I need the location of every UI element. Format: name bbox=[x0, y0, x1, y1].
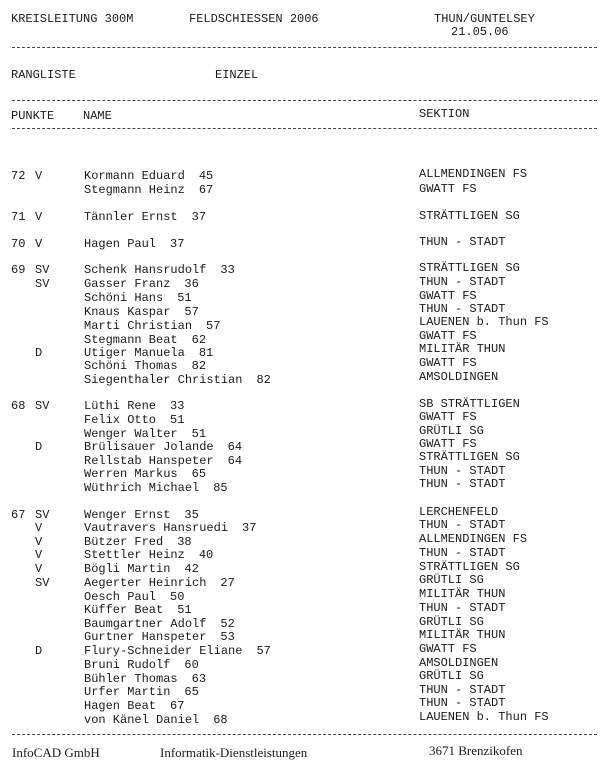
row-name: Kormann Eduard bbox=[84, 169, 185, 183]
row-section: AMSOLDINGEN bbox=[419, 370, 499, 384]
row-name: Schenk Hansrudolf bbox=[84, 263, 207, 277]
row-points: 72 bbox=[11, 169, 26, 183]
row-age: 37 bbox=[170, 237, 185, 251]
divider bbox=[12, 734, 597, 735]
row-name: Gurtner Hanspeter bbox=[84, 630, 207, 644]
row-category: V bbox=[35, 535, 43, 549]
divider bbox=[12, 100, 597, 101]
row-age: 57 bbox=[184, 305, 199, 319]
column-header-section: SEKTION bbox=[419, 107, 470, 121]
row-name: von Känel Daniel bbox=[84, 713, 200, 727]
row-section: THUN - STADT bbox=[419, 601, 506, 615]
row-age: 67 bbox=[198, 183, 214, 197]
row-category: SV bbox=[35, 508, 50, 522]
row-name: Aegerter Heinrich bbox=[84, 576, 207, 590]
row-section: THUN - STADT bbox=[419, 683, 506, 697]
row-section: LERCHENFELD bbox=[419, 505, 499, 519]
divider bbox=[12, 128, 597, 129]
row-section: THUN - STADT bbox=[419, 696, 506, 710]
row-section: THUN - STADT bbox=[419, 464, 506, 478]
row-section: THUN - STADT bbox=[419, 302, 506, 316]
row-section: GRÜTLI SG bbox=[419, 424, 484, 438]
row-section: THUN - STADT bbox=[419, 546, 506, 560]
row-age: 51 bbox=[177, 291, 192, 305]
row-category: SV bbox=[35, 263, 50, 277]
row-age: 65 bbox=[191, 467, 207, 481]
row-section: GRÜTLI SG bbox=[419, 669, 484, 683]
row-points: 70 bbox=[11, 237, 26, 251]
row-section: GWATT FS bbox=[419, 329, 477, 343]
row-age: 35 bbox=[184, 508, 199, 522]
list-category: EINZEL bbox=[215, 68, 259, 82]
row-category: SV bbox=[35, 277, 50, 291]
row-points: 71 bbox=[11, 210, 26, 224]
row-section: GWATT FS bbox=[419, 410, 477, 424]
row-name: Wüthrich Michael bbox=[84, 481, 200, 495]
row-age: 40 bbox=[198, 548, 214, 562]
row-name: Wenger Ernst bbox=[84, 508, 171, 522]
row-name: Werren Markus bbox=[84, 467, 178, 481]
row-name: Gasser Franz bbox=[84, 277, 171, 291]
row-name: Hagen Beat bbox=[84, 699, 157, 713]
row-age: 57 bbox=[256, 644, 271, 658]
row-name: Stettler Heinz bbox=[84, 548, 185, 562]
row-category: SV bbox=[35, 576, 50, 590]
row-name: Utiger Manuela bbox=[84, 346, 185, 360]
row-name: Rellstab Hanspeter bbox=[84, 454, 214, 468]
row-age: 68 bbox=[213, 713, 228, 727]
row-age: 81 bbox=[198, 346, 214, 360]
row-age: 36 bbox=[184, 277, 199, 291]
row-age: 67 bbox=[170, 699, 185, 713]
row-name: Lüthi Rene bbox=[84, 399, 157, 413]
row-section: STRÄTTLIGEN SG bbox=[419, 560, 520, 574]
row-name: Baumgartner Adolf bbox=[84, 617, 207, 631]
row-section: THUN - STADT bbox=[419, 235, 506, 249]
row-points: 67 bbox=[11, 508, 26, 522]
row-age: 33 bbox=[170, 399, 185, 413]
row-section: STRÄTTLIGEN SG bbox=[419, 450, 520, 464]
row-category: D bbox=[35, 346, 43, 360]
row-name: Oesch Paul bbox=[84, 590, 157, 604]
row-section: SB STRÄTTLIGEN bbox=[419, 397, 520, 411]
row-section: THUN - STADT bbox=[419, 477, 506, 491]
row-name: Bruni Rudolf bbox=[84, 658, 171, 672]
row-name: Schöni Hans bbox=[84, 291, 164, 305]
event-date: 21.05.06 bbox=[451, 25, 509, 39]
row-section: GWATT FS bbox=[419, 182, 477, 196]
column-header-points: PUNKTE bbox=[11, 109, 55, 123]
row-section: THUN - STADT bbox=[419, 518, 506, 532]
row-age: 62 bbox=[191, 333, 207, 347]
row-points: 68 bbox=[11, 399, 26, 413]
row-category: V bbox=[35, 237, 43, 251]
row-section: GWATT FS bbox=[419, 356, 477, 370]
row-name: Tännler Ernst bbox=[84, 210, 178, 224]
row-age: 82 bbox=[191, 359, 207, 373]
row-age: 37 bbox=[242, 521, 257, 535]
event-location: THUN/GUNTELSEY bbox=[434, 12, 535, 26]
row-name: Flury-Schneider Eliane bbox=[84, 644, 243, 658]
row-name: Vautravers Hansruedi bbox=[84, 521, 229, 535]
row-age: 33 bbox=[220, 263, 235, 277]
row-name: Stegmann Beat bbox=[84, 333, 178, 347]
row-name: Schöni Thomas bbox=[84, 359, 178, 373]
row-age: 37 bbox=[191, 210, 207, 224]
row-age: 65 bbox=[184, 685, 199, 699]
row-age: 64 bbox=[227, 440, 243, 454]
row-name: Bögli Martin bbox=[84, 562, 171, 576]
row-section: GWATT FS bbox=[419, 289, 477, 303]
footer-address: 3671 Brenzikofen bbox=[429, 743, 523, 758]
row-section: GWATT FS bbox=[419, 642, 477, 656]
row-name: Urfer Martin bbox=[84, 685, 171, 699]
row-section: MILITÄR THUN bbox=[419, 342, 506, 356]
row-category: V bbox=[35, 210, 43, 224]
row-age: 85 bbox=[213, 481, 228, 495]
row-category: SV bbox=[35, 399, 50, 413]
row-section: ALLMENDINGEN FS bbox=[419, 167, 528, 181]
row-category: V bbox=[35, 169, 43, 183]
row-age: 51 bbox=[191, 427, 207, 441]
row-age: 52 bbox=[220, 617, 235, 631]
row-age: 42 bbox=[184, 562, 199, 576]
row-name: Wenger Walter bbox=[84, 427, 178, 441]
row-age: 64 bbox=[227, 454, 243, 468]
divider bbox=[12, 47, 597, 48]
row-age: 63 bbox=[191, 672, 207, 686]
row-name: Bützer Fred bbox=[84, 535, 164, 549]
footer-company: InfoCAD GmbH bbox=[12, 745, 100, 760]
event-title: FELDSCHIESSEN 2006 bbox=[189, 12, 319, 26]
row-name: Siegenthaler Christian bbox=[84, 373, 243, 387]
row-category: V bbox=[35, 562, 43, 576]
row-section: GWATT FS bbox=[419, 437, 477, 451]
row-age: 53 bbox=[220, 630, 235, 644]
row-name: Felix Otto bbox=[84, 413, 157, 427]
row-name: Marti Christian bbox=[84, 319, 193, 333]
row-section: STRÄTTLIGEN SG bbox=[419, 209, 520, 223]
row-category: D bbox=[35, 644, 43, 658]
row-section: STRÄTTLIGEN SG bbox=[419, 261, 520, 275]
row-category: V bbox=[35, 521, 43, 535]
row-section: GRÜTLI SG bbox=[419, 615, 484, 629]
row-name: Brülisauer Jolande bbox=[84, 440, 214, 454]
row-section: ALLMENDINGEN FS bbox=[419, 532, 528, 546]
row-age: 45 bbox=[198, 169, 214, 183]
footer-service: Informatik-Dienstleistungen bbox=[160, 745, 308, 760]
row-category: D bbox=[35, 440, 43, 454]
row-section: LAUENEN b. Thun FS bbox=[419, 315, 549, 329]
row-section: AMSOLDINGEN bbox=[419, 656, 499, 670]
row-section: GRÜTLI SG bbox=[419, 573, 484, 587]
row-age: 51 bbox=[170, 413, 185, 427]
row-section: MILITÄR THUN bbox=[419, 628, 506, 642]
column-header-name: NAME bbox=[83, 109, 112, 123]
organizer: KREISLEITUNG 300M bbox=[11, 12, 134, 26]
row-section: LAUENEN b. Thun FS bbox=[419, 710, 549, 724]
row-age: 60 bbox=[184, 658, 199, 672]
list-title: RANGLISTE bbox=[11, 68, 76, 82]
row-name: Bühler Thomas bbox=[84, 672, 178, 686]
row-points: 69 bbox=[11, 263, 26, 277]
row-age: 57 bbox=[206, 319, 221, 333]
row-name: Hagen Paul bbox=[84, 237, 157, 251]
row-age: 27 bbox=[220, 576, 235, 590]
row-age: 51 bbox=[177, 603, 192, 617]
row-age: 50 bbox=[170, 590, 185, 604]
row-name: Knaus Kaspar bbox=[84, 305, 171, 319]
row-age: 38 bbox=[177, 535, 192, 549]
row-section: THUN - STADT bbox=[419, 275, 506, 289]
row-name: Küffer Beat bbox=[84, 603, 164, 617]
row-section: MILITÄR THUN bbox=[419, 587, 506, 601]
row-category: V bbox=[35, 548, 43, 562]
row-name: Stegmann Heinz bbox=[84, 183, 185, 197]
row-age: 82 bbox=[256, 373, 271, 387]
